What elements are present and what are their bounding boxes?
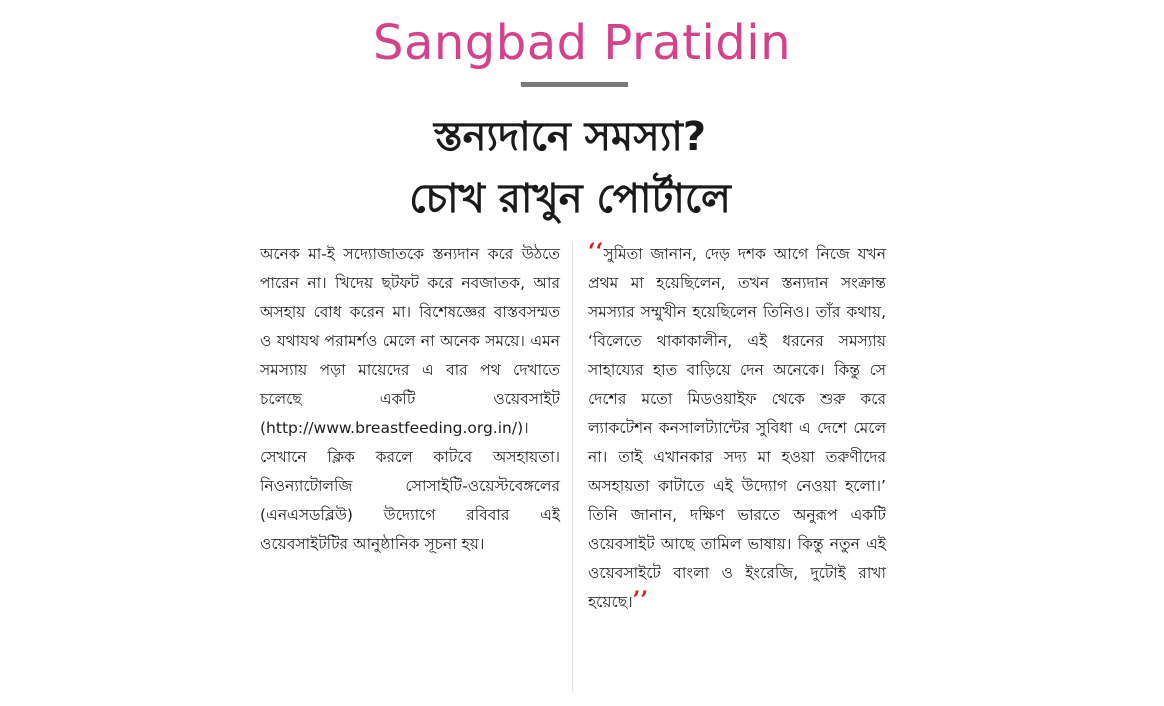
article-column-left (260, 240, 560, 559)
article-column-right (588, 240, 886, 617)
open-quote-mark: ‘‘ (588, 239, 604, 265)
headline-line-2: চোখ রাখুন পোর্টালে (409, 176, 731, 222)
left-column-text: অনেক মা-ই সদ্যোজাতকে স্তন্যদান করে উঠতে পারেন না। খিদেয় ছটফট করে নবজাতক, আর অসহায় বোধ করেন মা। বিশেষজ্ঞের বাস্তবসম্মত ও যথাযথ পরামর্শও মেলে না অনেক সময়ে। এমন সমস্যায় পড়া মায়েদের এ বার পথ দেখাতে চলেছে একটি ওয়েবসাইট (http://www.breastfeeding.org.in/)। সেখানে ক্লিক করলে কাটবে অসহায়তা। নিওন্যাটোলজি সোসাইটি-ওয়েস্টবেঙ্গলের (এনএসডব্লিউ) উদ্যোগে রবিবার এই ওয়েবসাইটটির আনুষ্ঠানিক সূচনা হয়। (260, 245, 560, 553)
column-divider (572, 242, 573, 692)
news-clipping (250, 100, 890, 698)
headline-line-1: স্তন্যদানে সমস্যা? (433, 114, 707, 160)
right-column-text: সুমিতা জানান, দেড় দশক আগে নিজে যখন প্রথম মা হয়েছিলেন, তখন স্তন্যদান সংক্রান্ত সমস্যার সম্মুখীন হয়েছিলেন তিনিও। তাঁর কথায়, ‘বিলেতে থাকাকালীন, এই ধরনের সমস্যায় সাহায্যের হাত বাড়িয়ে দেন অনেকে। কিন্তু সে দেশের মতো মিডওয়াইফ থেকে শুরু করে ল্যাকটেশন কনসালট্যান্টের সুবিধা এ দেশে মেলে না। তাই এখানকার সদ্য মা হওয়া তরুণীদের অসহায়তা কাটাতে এই উদ্যোগ নেওয়া হলো।’ তিনি জানান, দক্ষিণ ভারতে অনুরূপ একটি ওয়েবসাইট আছে তামিল ভাষায়। কিন্তু নতুন এই ওয়েবসাইটে বাংলা ও ইংরেজি, দুটোই রাখা হয়েছে। (588, 245, 886, 611)
close-quote-mark: ’’ (632, 587, 648, 613)
right-column-paragraph (588, 240, 886, 617)
publication-masthead: Sangbad Pratidin (372, 15, 791, 71)
masthead-underline (521, 82, 628, 87)
